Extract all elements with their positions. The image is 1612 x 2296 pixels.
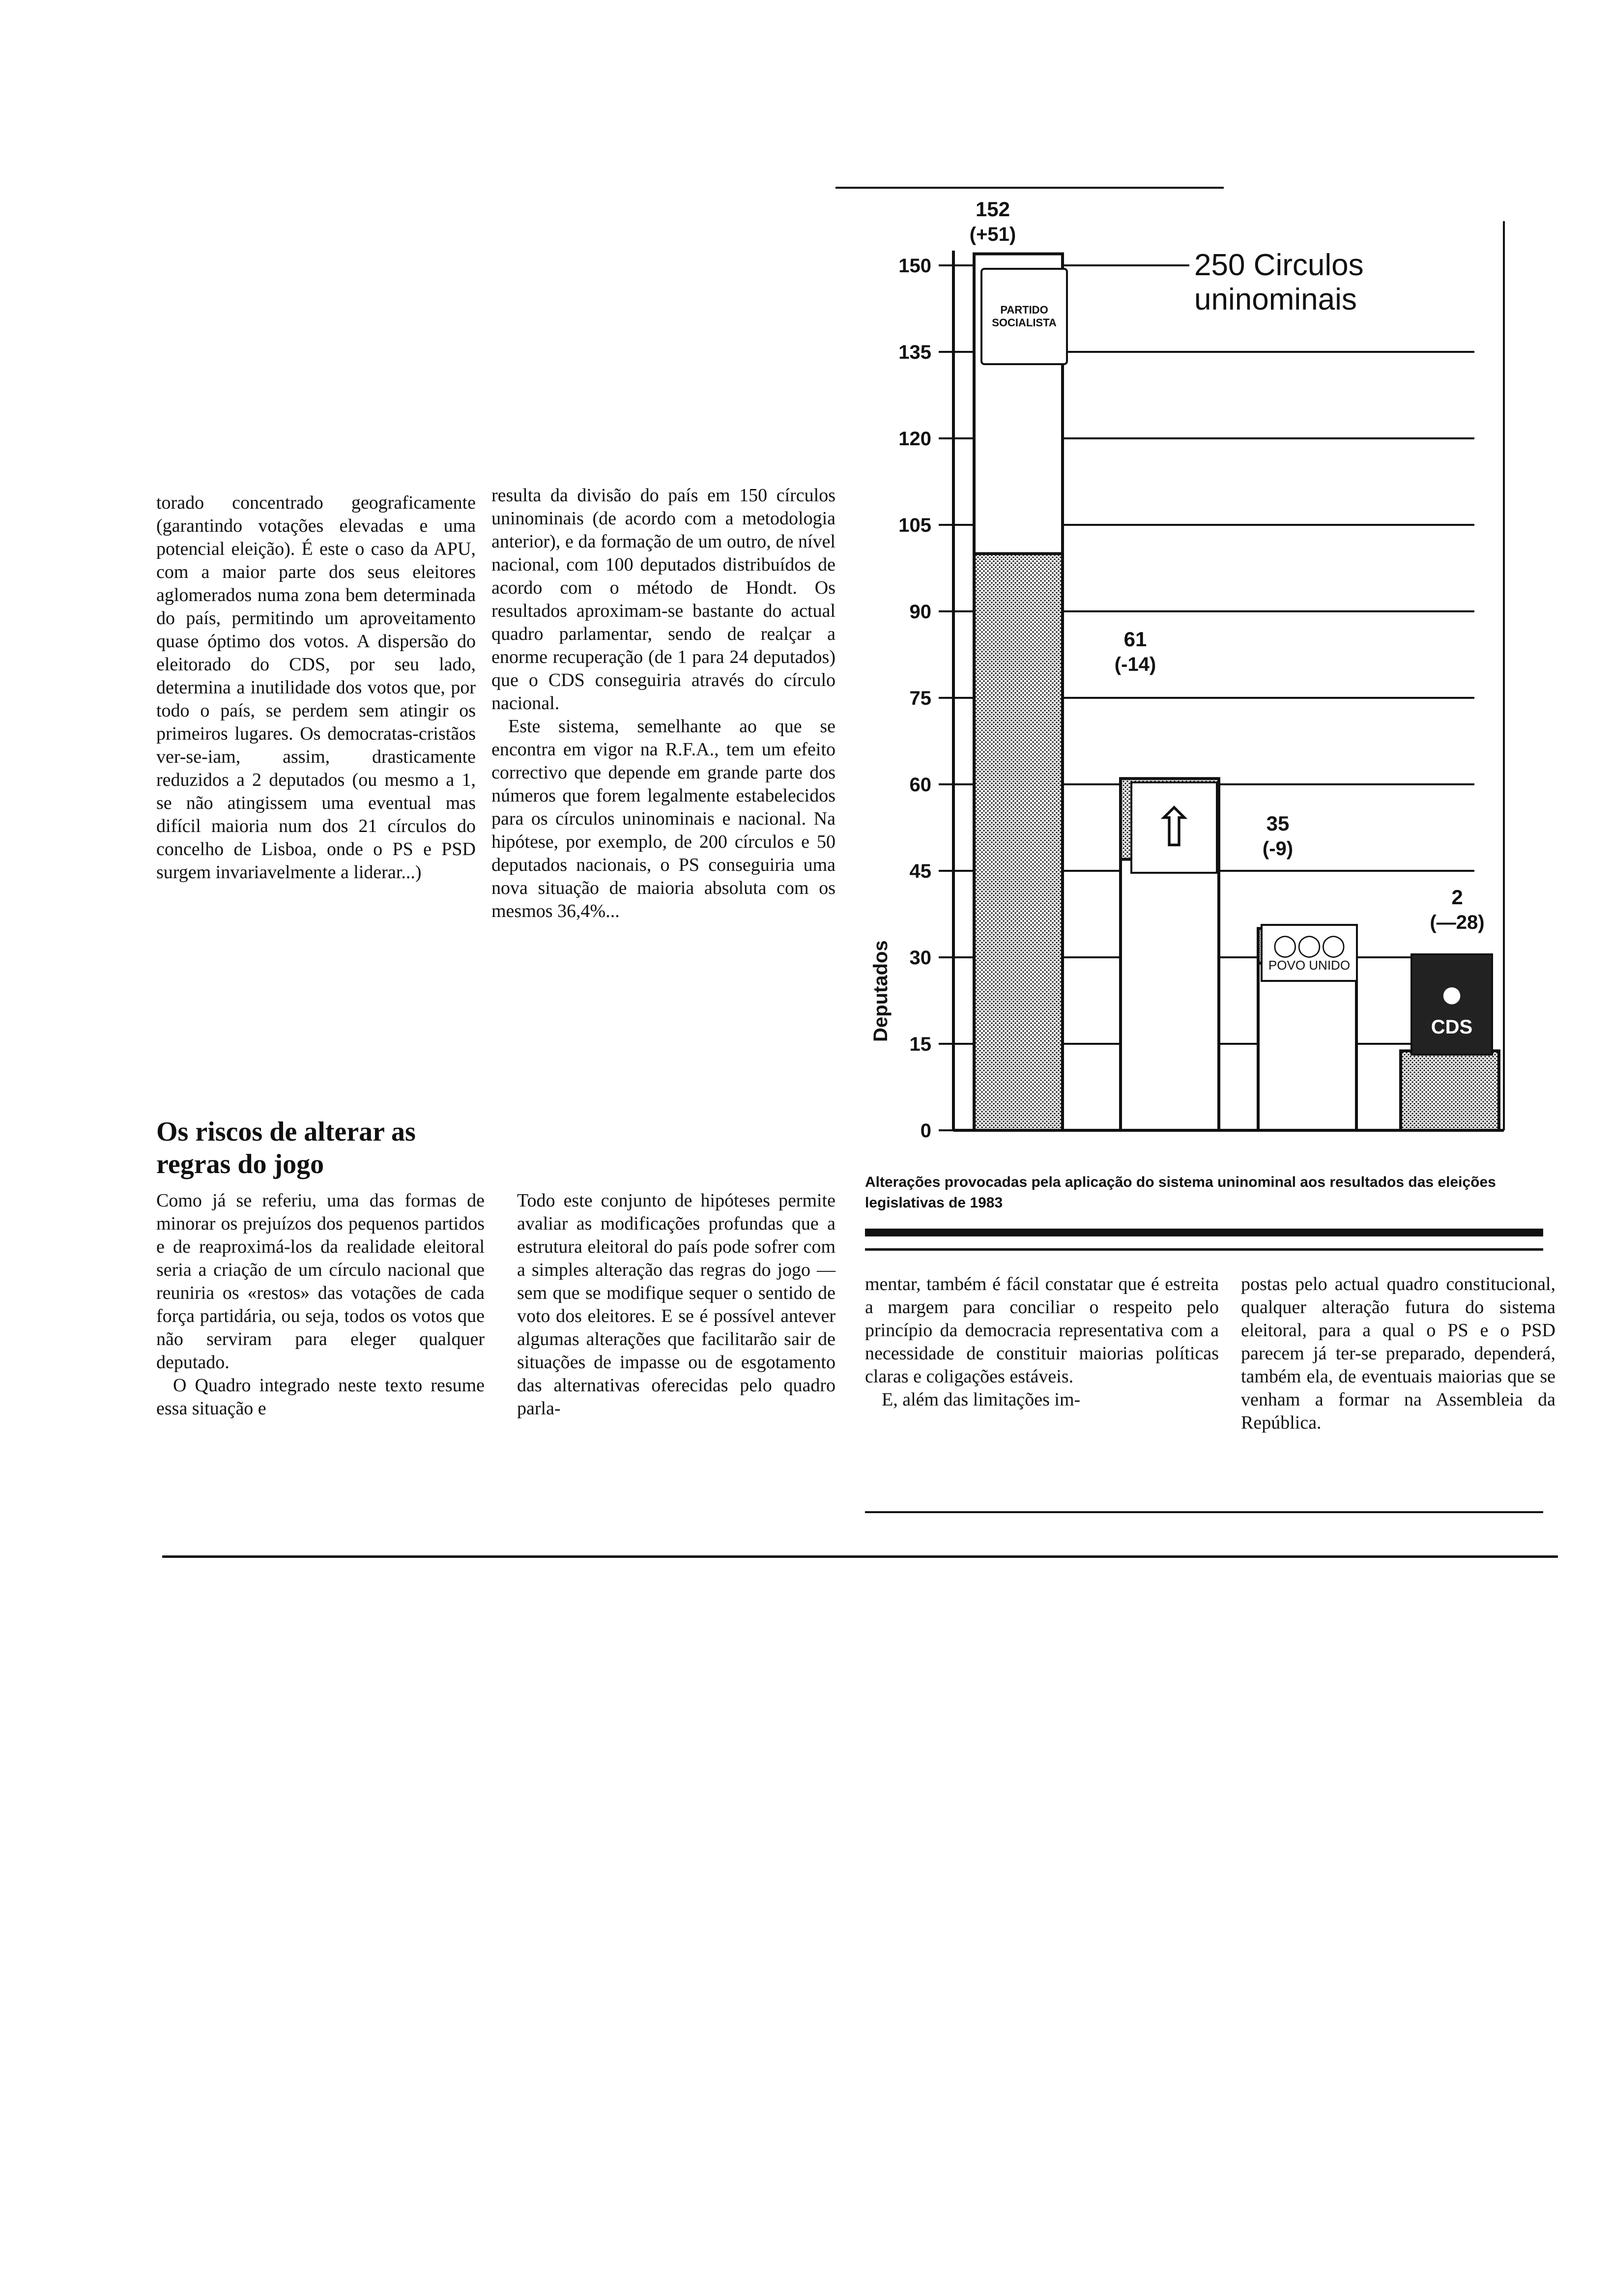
y-tick-label: 105 — [898, 515, 931, 536]
bar-ps — [974, 554, 1063, 1130]
article-paragraph: resulta da divisão do país em 150 círculos uninominais (de acordo com a metodologia anterior), e da formação de um outro, de nível nacional, com 100 deputados distribuídos de acordo com o método de Hondt. Os resultados aproximam-se bastante do actual quadro parlamentar, sendo de realçar a enorme recuperação (de 1 para 24 deputados) que o CDS conseguiria através do círculo nacional. — [491, 485, 835, 714]
apu-logo-text: POVO UNIDO — [1268, 958, 1351, 973]
article-paragraph: Como já se referiu, uma das formas de minorar os prejuízos dos pequenos partidos e de reaproximá-los da realidade eleitoral seria a criação de um círculo nacional que reuniria os «restos» das votações de cada força partidária, ou seja, todos os votos que não serviram para eleger qualquer deputado. — [156, 1190, 485, 1373]
cds-circle-icon: ● — [1439, 971, 1464, 1015]
y-tick-label: 45 — [909, 861, 931, 882]
y-tick-label: 90 — [909, 601, 931, 623]
bar-cds — [1401, 1051, 1499, 1130]
change-label: (-14) — [1114, 654, 1156, 675]
cds-logo — [1410, 953, 1493, 1056]
article-paragraph: Todo este conjunto de hipóteses permite avaliar as modificações profundas que a estrutura eleitoral do país pode sofrer com a simples alteração das regras do jogo — sem que se modifique sequer o sentido de voto dos eleitores. E se é possível antever algumas alterações que facilitarão sair de situações de impasse ou de esgotamento das alternativas oferecidas pelo quadro parla- — [517, 1190, 835, 1419]
chart-caption: Alterações provocadas pela aplicação do sistema uninominal aos resultados das eleições legislativas de 1983 — [865, 1174, 1496, 1211]
y-axis-label: Deputados — [870, 940, 892, 1042]
bar-apu-lower — [1258, 963, 1356, 1130]
article-paragraph: mentar, também é fácil constatar que é estreita a margem para conciliar o respeito pelo princípio da democracia representativa com a necessidade de constituir maiorias políticas claras e coligações estáveis. — [865, 1274, 1219, 1387]
y-tick-label: 60 — [909, 774, 931, 796]
ps-logo-text: PARTIDO SOCIALISTA — [992, 304, 1057, 329]
value-label: 35 — [1266, 812, 1290, 835]
y-tick-label: 0 — [920, 1120, 931, 1142]
article-paragraph: Este sistema, semelhante ao que se encontra em vigor na R.F.A., tem um efeito correctivo que depende em grande parte dos números que forem legalmente estabelecidos para os círculos uninominais e nacional. Na hipótese, por exemplo, de 200 círculos e 50 deputados nacionais, o PS conseguiria uma nova situação de maioria absoluta com os mesmos 36,4%... — [491, 716, 835, 921]
value-label: 2 — [1451, 886, 1463, 909]
article-column-6 — [1241, 1273, 1555, 1435]
y-tick-label: 75 — [909, 688, 931, 709]
column-bottom-rule — [865, 1511, 1543, 1513]
article-column-2 — [491, 484, 835, 923]
article-paragraph: torado concentrado geograficamente (garantindo votações elevadas e uma potencial eleição). É este o caso da APU, com a maior parte dos seus eleitores aglomerados numa zona bem determinada do país, permitindo um aproveitamento quase óptimo dos votos. A dispersão do eleitorado do CDS, por seu lado, determina a inutilidade dos votos que, por todo o país, se perdem sem atingir os primeiros lugares. Os democratas-cristãos ver-se-iam, assim, drasticamente reduzidos a 2 deputados (ou mesmo a 1, se não atingissem uma eventual mas difícil maioria num dos 21 círculos do concelho de Lisboa, onde o PS e PSD surgem invariavelmente a liderar...) — [156, 492, 476, 883]
cds-logo-text: CDS — [1431, 1016, 1473, 1038]
page-bottom-rule — [162, 1555, 1558, 1558]
bar-psd-lower — [1121, 860, 1219, 1130]
arrow-up-icon: ⇧ — [1151, 798, 1197, 858]
article-paragraph: E, além das limitações im- — [882, 1389, 1081, 1410]
article-column-4 — [517, 1189, 835, 1420]
article-paragraph: O Quadro integrado neste texto resume essa situação e — [156, 1375, 485, 1419]
caption-rule — [865, 1248, 1543, 1251]
article-column-3 — [156, 1189, 485, 1420]
ps-logo — [980, 268, 1068, 365]
y-tick-label: 135 — [898, 342, 931, 363]
caption-heavy-rule — [865, 1229, 1543, 1236]
article-column-1 — [156, 491, 476, 884]
change-label: (+51) — [969, 224, 1016, 245]
article-paragraph: postas pelo actual quadro constitucional, qualquer alteração futura do sistema eleitoral, para a qual o PS e o PSD parecem já ter-se preparado, dependerá, também ela, de eventuais maiorias que se venham a formar na Assembleia da República. — [1241, 1274, 1555, 1433]
y-tick-label: 30 — [909, 947, 931, 969]
rings-icon: ◯◯◯ — [1273, 933, 1346, 957]
change-label: (—28) — [1430, 912, 1485, 933]
value-label: 61 — [1123, 628, 1147, 651]
chart-title: 250 Circulos uninominais — [1189, 248, 1484, 317]
value-label: 152 — [975, 198, 1010, 221]
apu-logo — [1261, 924, 1358, 982]
y-tick-label: 15 — [909, 1033, 931, 1055]
psd-arrow-logo — [1130, 781, 1218, 874]
y-tick-label: 150 — [898, 255, 931, 277]
article-column-5 — [865, 1273, 1219, 1411]
change-label: (-9) — [1262, 838, 1294, 860]
y-tick-label: 120 — [898, 428, 931, 450]
section-heading: Os riscos de alterar as regras do jogo — [156, 1117, 416, 1179]
